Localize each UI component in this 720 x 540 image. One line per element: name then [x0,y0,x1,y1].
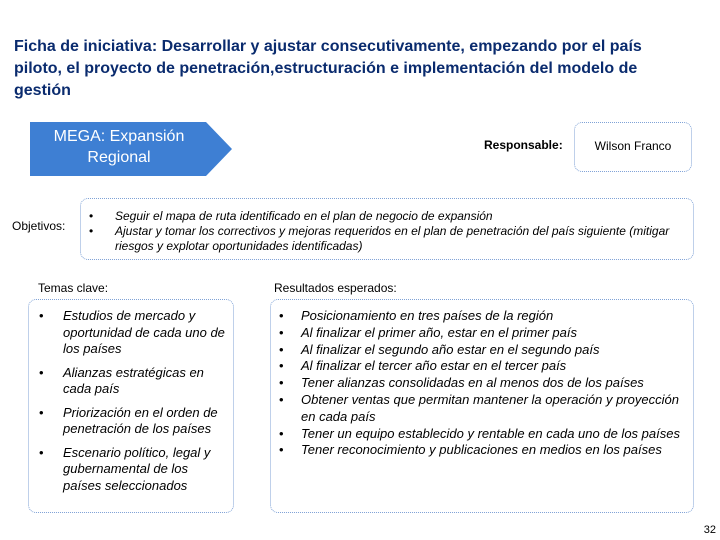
list-item [89,224,685,254]
list-item [279,358,689,375]
resultado-text: Obtener ventas que permitan mantener la operación y proyección en cada país [301,391,679,424]
bullet-icon: • [279,324,284,340]
mega-arrow [30,122,232,176]
resultado-text: Tener reconocimiento y publicaciones en medios en los países [301,442,662,458]
bullet-icon: • [279,358,284,374]
temas-box [28,299,234,513]
mega-label [34,126,204,168]
resultado-text: Al finalizar el tercer año estar en el tercer país [301,358,567,374]
objetivo-text: Seguir el mapa de ruta identificado en el plan de negocio de expansión [115,209,493,223]
list-item [39,445,229,495]
resultado-text: Al finalizar el segundo año estar en el segundo país [301,341,600,357]
resultados-list [279,308,689,459]
temas-header: Temas clave: [38,281,109,295]
bullet-icon: • [279,391,284,407]
mega-line-2: Regional [87,149,151,166]
list-item [279,442,689,459]
bullet-icon: • [89,209,94,223]
slide-title: Ficha de iniciativa: Desarrollar y ajustar consecutivamente, empezando por el país piloto, el proyecto de penetración,estructuración e implementación del modelo de gestión [14,38,642,99]
responsable-box [574,122,692,172]
resultado-text: Tener alianzas consolidadas en al menos dos de los países [301,375,644,391]
page-number: 32 [703,524,716,536]
bullet-icon: • [39,308,44,323]
bullet-icon: • [39,444,44,460]
bullet-icon: • [279,308,284,323]
bullet-icon: • [279,442,284,458]
list-item [279,342,689,359]
list-item [279,325,689,342]
objetivos-list [89,209,685,254]
mega-line-1: MEGA: Expansión [53,128,185,145]
objetivo-text: Ajustar y tomar los correctivos y mejoras requeridos en el plan de penetración del país siguiente (mitigar riesgos y explotar oportunidades identificadas) [115,224,670,253]
tema-text: Priorización en el orden de penetración de los países [63,404,218,436]
bullet-icon: • [279,375,284,391]
list-item [279,392,689,426]
resultados-header: Resultados esperados: [274,281,397,295]
bullet-icon: • [39,404,44,420]
list-item [39,308,229,358]
resultado-text: Al finalizar el primer año, estar en el primer país [301,324,578,340]
objetivos-box [80,198,694,260]
resultado-text: Posicionamiento en tres países de la región [301,308,554,323]
resultados-box [270,299,694,513]
bullet-icon: • [279,425,284,441]
list-item [39,365,229,398]
tema-text: Alianzas estratégicas en cada país [63,364,204,396]
resultado-text: Tener un equipo establecido y rentable en cada uno de los países [301,425,680,441]
bullet-icon: • [279,341,284,357]
bullet-icon: • [89,224,94,238]
responsable-name: Wilson Franco [594,139,672,153]
list-item [279,375,689,392]
list-item [279,426,689,443]
tema-text: Escenario político, legal y gubernamental de los países seleccionados [63,444,211,493]
responsable-label: Responsable: [484,138,563,152]
bullet-icon: • [39,364,44,380]
temas-list [39,308,229,501]
objetivos-label: Objetivos: [12,219,66,233]
list-item [89,209,685,224]
list-item [279,308,689,325]
list-item [39,405,229,438]
tema-text: Estudios de mercado y oportunidad de cada uno de los países [63,308,225,356]
